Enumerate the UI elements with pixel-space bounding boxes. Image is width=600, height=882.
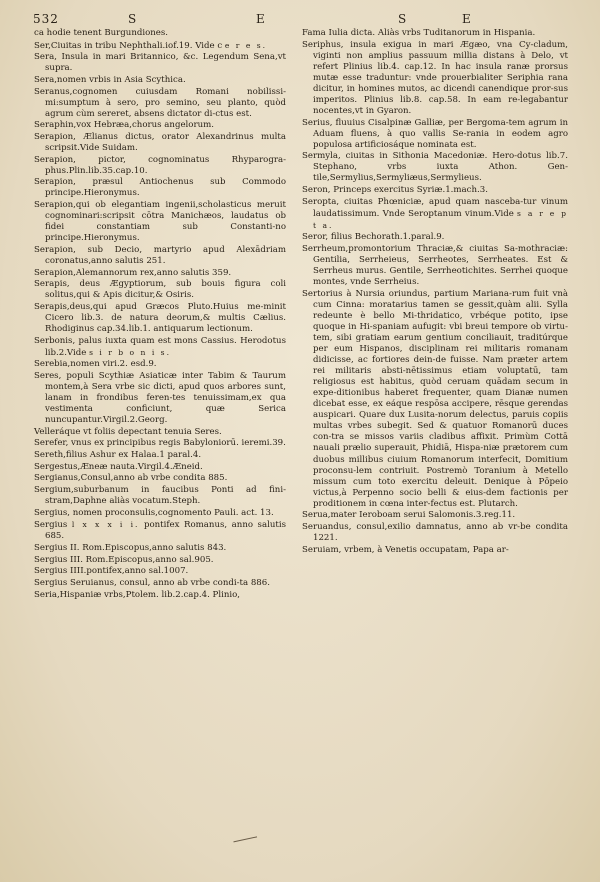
dictionary-entry <box>302 232 568 243</box>
entry-text: Sergius II. Rom.Episcopus,anno salutis 843. <box>34 542 227 553</box>
cross-reference: s i r b o n i s. <box>89 347 171 357</box>
dictionary-entry <box>34 485 286 507</box>
dictionary-entry <box>34 177 286 199</box>
dictionary-entry <box>34 566 286 577</box>
dictionary-entry <box>34 279 286 301</box>
entry-text: Seror, filius Bechorath.1.paral.9. <box>302 232 445 243</box>
page-number: 532 <box>33 12 59 26</box>
dictionary-entry <box>302 289 568 510</box>
dictionary-entry <box>34 52 286 74</box>
dictionary-entry <box>34 132 286 154</box>
entry-text: ca hodie tenent Burgundiones. <box>34 28 169 38</box>
entry-text: Sera,nomen vrbis in Asia Scythica. <box>34 74 186 85</box>
entry-text: Seranus,cognomen cuiusdam Romani nobilissi-mi:sumptum à sero, pro semino, seu planto, quòd agrum cùm sereret, absens dictator di-ctus est. <box>34 86 286 119</box>
entry-text: Serapion, Ælianus dictus, orator Alexandrinus multa scripsit.Vide Suidam. <box>34 131 286 154</box>
dictionary-entry <box>302 151 568 184</box>
dictionary-entry <box>34 473 286 484</box>
right-column <box>302 28 568 556</box>
dictionary-entry <box>302 40 568 117</box>
dictionary-entry <box>34 155 286 177</box>
dictionary-entry <box>34 427 286 438</box>
dictionary-entry <box>34 245 286 267</box>
header-letter: E <box>256 12 266 26</box>
dictionary-entry <box>34 28 286 39</box>
cross-reference: s a r e p t a. <box>313 208 568 230</box>
entry-text: Sergestus,Æneæ nauta.Virgil.4.Æneid. <box>34 461 203 472</box>
entry-text: Sergius, nomen proconsulis,cognomento Pauli. act. 13. <box>34 507 274 518</box>
dictionary-entry <box>34 543 286 554</box>
entry-text: Velleráque vt foliis depectant tenuia Seres. <box>34 426 222 437</box>
dictionary-entry <box>34 75 286 86</box>
entry-text: Serrheum,promontorium Thraciæ,& ciuitas Sa-mothraciæ: Gentilia, Serrheieus, Serrheotes, Serrheates. Est & Serrheus murus. Gentile, Serrheotichites. Serrhei quoque montes, vnde Serrheius. <box>302 244 568 288</box>
entry-text: Seraphin,vox Hebræa,chorus angelorum. <box>34 120 214 131</box>
dictionary-entry <box>302 244 568 288</box>
dictionary-entry <box>34 359 286 370</box>
dictionary-entry <box>302 118 568 151</box>
dictionary-entry <box>34 590 286 601</box>
dictionary-entry <box>302 522 568 544</box>
dictionary-entry <box>302 28 568 39</box>
entry-text: Serua,mater Ieroboam serui Salomonis.3.reg.11. <box>302 510 516 521</box>
entry-text: Serefer, vnus ex principibus regis Babyloniorū. ieremi.39. <box>34 438 286 449</box>
header-letter: E <box>462 12 472 26</box>
entry-text: Serapion,qui ob elegantiam ingenii,scholasticus meruit cognominari:scripsit cōtra Manichæos, laudatus ob fidei constantiam sub Constanti-no principe.Hieronymus. <box>34 200 286 244</box>
entry-text: Sereth,filius Ashur ex Halaa.1 paral.4. <box>34 450 202 461</box>
left-column <box>34 28 286 601</box>
entry-text: Fama Iulia dicta. Aliàs vrbs Tuditanorum in Hispania. <box>302 28 536 38</box>
dictionary-entry <box>34 555 286 566</box>
entry-text: Sermyla, ciuitas in Sithonia Macedoniæ. Hero-dotus lib.7. Stephano, vrbs iuxta Athon. Gen-tile,Sermylius,Sermyliæus,Sermylieus. <box>302 151 568 184</box>
dictionary-entry <box>34 268 286 279</box>
entry-text: Sergium,suburbanum in faucibus Ponti ad fini-stram,Daphne aliàs vocatum.Steph. <box>34 484 286 506</box>
dictionary-entry <box>34 578 286 589</box>
entry-text: Seruiam, vrbem, à Venetis occupatam, Papa ar- <box>302 544 509 555</box>
entry-text: Sertorius à Nursia oriundus, partium Mariana-rum fuit vnà cum Cinna: moratarius tamen se gessit,quàm alii. Sylla redeunte è bello Mi-thridatico, vrbéque potito, ipse quoque in Hi-spaniam aufugit: vbi breui tempore ob virtu-tem, sibi gratiam earum gentium conciliauit, traditúrque per eum Hispanos, disciplinam rei militaris romanam didicisse, ac fortiores dein-de fuisse. Nam præter artem rei militaris absti-nētissimus etiam voluptatū, tam religiosus est habitus, quòd ceruam quādam secum in expe-ditionibus haberet frequenter, quam Dianæ numen dicebat esse, ex eáque respōsa accipere, rēsque gerendas auspicari. Quare dux Lusita-norum delectus, paruis copiis multas vrbes subegit. Sed & quatuor Romanorū duces con-tra se missos variis cladibus affixit. Primùm Cottā nauali prælio superauit, Phidiā, Hispa-niæ prætorem cum duobus millibus ciuium Romanorum interfecit, Domitium proconsu-lem contriuit. Postremò Toranium à Metello missum cum toto exercitu deleuit. Denique à Pōpeio victus,à Perpenno socio belli & eius-dem factionis per proditionem in cœna inter-fectus est. Plutarch. <box>302 288 568 509</box>
entry-text: Serapion,Alemannorum rex,anno salutis 359. <box>34 267 232 278</box>
dictionary-entry <box>34 200 286 244</box>
entry-text-continued: pontifex Romanus, anno salutis 685. <box>45 520 286 542</box>
dictionary-entry <box>34 120 286 131</box>
dictionary-entry <box>34 508 286 519</box>
entry-text: Serapion, pictor, cognominatus Rhyparogra-phus.Plin.lib.35.cap.10. <box>34 154 286 176</box>
dictionary-entry <box>302 545 568 556</box>
entry-text: Seron, Princeps exercitus Syriæ.1.mach.3. <box>302 185 488 196</box>
dictionary-entry <box>34 438 286 449</box>
entry-text: Sergius IIII.pontifex,anno sal.1007. <box>34 566 189 577</box>
header-letter: S <box>398 12 408 26</box>
entry-text: Seropta, ciuitas Phœniciæ, apud quam nasceba-tur vinum laudatissimum. Vnde Seroptanum vinum.Vide <box>302 196 568 219</box>
dictionary-entry <box>34 462 286 473</box>
cross-reference: e r e s. <box>224 40 268 50</box>
entry-text: Sergius <box>34 520 68 531</box>
entry-text: Serapis,deus,qui apud Græcos Pluto.Huius me-minit Cicero lib.3. de natura deorum,& multis Cælius. Rhodiginus cap.34.lib.1. antiquarum lectionum. <box>34 301 286 334</box>
entry-text: Serapis, deus Ægyptiorum, sub bouis figura coli solitus,qui & Apis dicitur,& Osiris. <box>34 279 286 301</box>
dictionary-entry <box>34 87 286 120</box>
dictionary-entry <box>34 40 286 52</box>
dictionary-entry <box>34 336 286 359</box>
entry-text: Sergius Seruianus, consul, anno ab vrbe condi-ta 886. <box>34 577 270 588</box>
entry-text: Serebia,nomen viri.2. esd.9. <box>34 359 157 370</box>
dictionary-entry <box>302 185 568 196</box>
entry-text: Seres, populi Scythiæ Asiaticæ inter Tabim & Taurum montem,à Sera vrbe sic dicti, apud quos arbores sunt, lanam in frondibus feren-tes tenuissimam,ex qua vestimenta conficiunt, quæ Serica nuncupantur.Virgil.2.Georg. <box>34 370 286 426</box>
dictionary-entry <box>34 450 286 461</box>
dictionary-entry <box>302 510 568 521</box>
dictionary-entry <box>34 519 286 542</box>
cross-reference: l x x x i i. <box>71 520 140 530</box>
dictionary-entry <box>34 371 286 426</box>
dictionary-entry <box>34 302 286 335</box>
entry-text: Serius, fluuius Cisalpinæ Galliæ, per Bergoma-tem agrum in Aduam fluens, à quo vallis Se-rania in eodem agro populosa artificiosáque nominata est. <box>302 117 568 150</box>
entry-text: Seruandus, consul,exilio damnatus, anno ab vr-be condita 1221. <box>302 522 568 544</box>
entry-text: Serapion, præsul Antiochenus sub Commodo principe.Hieronymus. <box>34 177 286 199</box>
entry-text: Serbonis, palus iuxta quam est mons Cassius. Herodotus lib.2.Vide <box>34 335 286 358</box>
entry-text: Sergius III. Rom.Episcopus,anno sal.905. <box>34 554 214 565</box>
ink-mark <box>231 825 257 843</box>
header-letter: S <box>128 12 138 26</box>
entry-text: Ser,Ciuitas in tribu Nephthali.iof.19. Vide c <box>34 40 223 51</box>
entry-text: Serapion, sub Decio, martyrio apud Alexādriam coronatus,anno salutis 251. <box>34 244 286 266</box>
entry-text: Seria,Hispaniæ vrbs,Ptolem. lib.2.cap.4. Plinio, <box>34 589 241 600</box>
entry-text: Sera, Insula in mari Britannico, &c. Legendum Sena,vt supra. <box>34 52 286 74</box>
entry-text: Sergianus,Consul,anno ab vrbe condita 885. <box>34 473 228 484</box>
dictionary-entry <box>302 197 568 232</box>
entry-text: Seriphus, insula exigua in mari Ægæo, vna Cy-cladum, viginti non amplius passuum millia distans à Delo, vt refert Plinius lib.4. cap.12. In hac insula ranæ prorsus mutæ esse traduntur: vnde prouerbialiter Seriphia rana dicitur, in homines mutos, ac dicendi canendique pror-sus imperitos. Plinius lib.8. cap.58. In eam re-legabantur nocentes,vt in Gyaron. <box>302 39 568 116</box>
